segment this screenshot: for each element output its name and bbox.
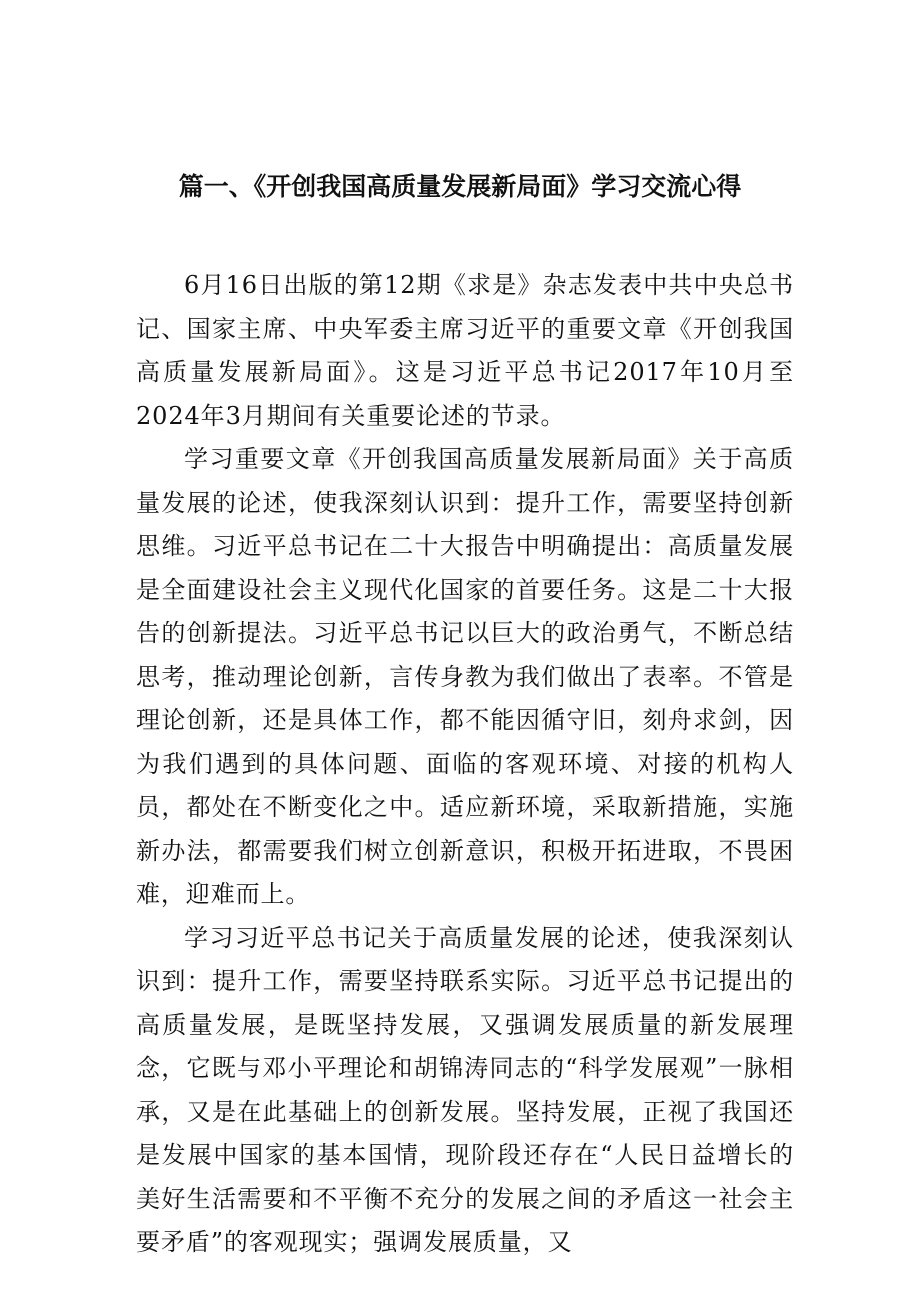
document-title: 篇一、《开创我国高质量发展新局面》学习交流心得 (178, 172, 742, 201)
paragraph-2: 学习重要文章《开创我国高质量发展新局面》关于高质量发展的论述，使我深刻认识到：提升工作，需要坚持创新思维。习近平总书记在二十大报告中明确提出：高质量发展是全面建设社会主义现代化国家的首要任务。这是二十大报告的创新提法。习近平总书记以巨大的政治勇气，不断总结思考，推动理论创新，言传身教为我们做出了表率。不管是理论创新，还是具体工作，都不能因循守旧，刻舟求剑，因为我们遇到的具体问题、面临的客观环境、对接的机构人员，都处在不断变化之中。适应新环境，采取新措施，实施新办法，都需要我们树立创新意识，积极开拓进取，不畏困难，迎难而上。 (136, 445, 794, 908)
paragraph-1: 6月16日出版的第12期《求是》杂志发表中共中央总书记、国家主席、中央军委主席习近平的重要文章《开创我国高质量发展新局面》。这是习近平总书记2017年10月至2024年3月期间有关重要论述的节录。 (136, 271, 794, 430)
paragraph-3: 学习习近平总书记关于高质量发展的论述，使我深刻认识到：提升工作，需要坚持联系实际。习近平总书记提出的高质量发展，是既坚持发展，又强调发展质量的新发展理念，它既与邓小平理论和胡锦涛同志的“科学发展观”一脉相承，又是在此基础上的创新发展。坚持发展，正视了我国还是发展中国家的基本国情，现阶段还存在“人民日益增长的美好生活需要和不平衡不充分的发展之间的矛盾这一社会主要矛盾”的客观现实；强调发展质量，又 (136, 923, 794, 1256)
document-body (136, 264, 794, 1265)
